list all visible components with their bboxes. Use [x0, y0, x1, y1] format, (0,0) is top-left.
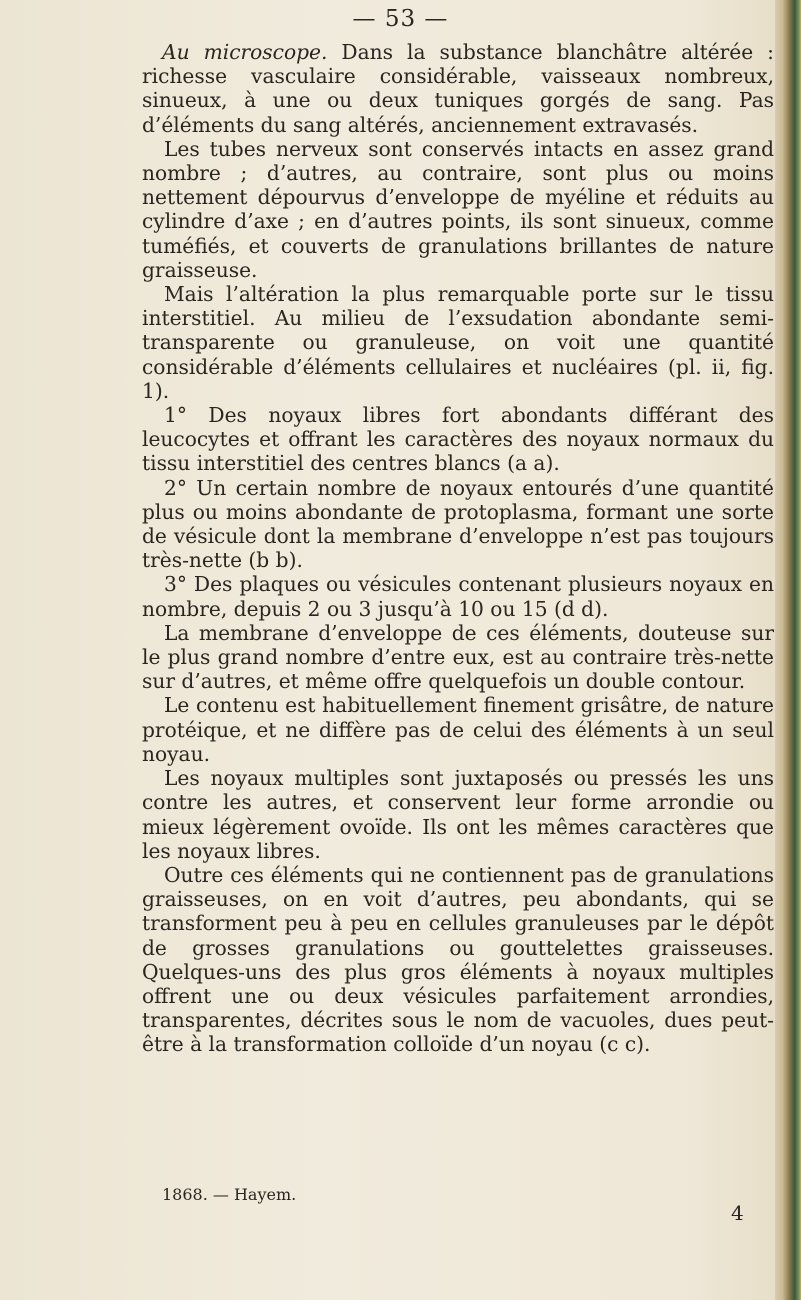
paragraph-3: Mais l’altération la plus remarquable porte sur le tissu interstitiel. Au milieu de l’exsudation abondante semi-transparente ou granuleuse, on voit une quantité considérable d’éléments cellulaires et nucléaires (pl. ii, fig. 1). [142, 282, 774, 403]
paragraph-8: Le contenu est habituellement finement grisâtre, de nature protéique, et ne diffère pas de celui des éléments à un seul noyau. [142, 693, 774, 766]
footer-signature: 1868. — Hayem. [162, 1185, 297, 1204]
book-edge [775, 0, 801, 1300]
paragraph-6: 3° Des plaques ou vésicules contenant plusieurs noyaux en nombre, depuis 2 ou 3 jusqu’à 10 ou 15 (d d). [142, 572, 774, 621]
paragraph-7: La membrane d’enveloppe de ces éléments, douteuse sur le plus grand nombre d’entre eux, est au contraire très-nette sur d’autres, et même offre quelquefois un double contour. [142, 620, 774, 694]
paragraph-1 [142, 40, 774, 137]
paragraph-2: Les tubes nerveux sont conservés intacts en assez grand nombre ; d’autres, au contraire, sont plus ou moins nettement dépourvus d’enveloppe de myéline et réduits au cylindre d’axe ; en d’autres points, ils sont sinueux, comme tuméfiés, et couverts de granulations brillantes de nature graisseuse. [142, 136, 774, 282]
paragraph-5: 2° Un certain nombre de noyaux entourés d’une quantité plus ou moins abondante de protoplasma, formant une sorte de vésicule dont la membrane d’enveloppe n’est pas toujours très-nette (b b). [142, 475, 774, 573]
page-number: — 53 — [352, 6, 449, 32]
footer-sheet-number: 4 [731, 1201, 744, 1225]
paragraph-4: 1° Des noyaux libres fort abondants différant des leucocytes et offrant les caractères des noyaux normaux du tissu interstitiel des centres blancs (a a). [142, 403, 774, 476]
paragraph-lead: Au microscope. [162, 40, 328, 64]
paragraph-10: Outre ces éléments qui ne contiennent pas de granulations graisseuses, on en voit d’autres, peu abondants, qui se transforment peu à peu en cellules granuleuses par le dépôt de grosses granulations ou gouttelettes graisseuses. Quelques-uns des plus gros éléments à noyaux multiples offrent une ou deux vésicules parfaitement arrondies, transparentes, décrites sous le nom de vacuoles, dues peut-être à la transformation colloïde d’un noyau (c c). [142, 862, 774, 1057]
paragraph-9: Les noyaux multiples sont juxtaposés ou pressés les uns contre les autres, et conservent leur forme arrondie ou mieux légèrement ovoïde. Ils ont les mêmes caractères que les noyaux libres. [142, 766, 774, 863]
paragraph-text: Dans la substance blanchâtre altérée : richesse vasculaire considérable, vaisseaux nombreux, sinueux, à une ou deux tuniques gorgés de sang. Pas d’éléments du sang altérés, anciennement extravasés. [142, 40, 774, 137]
body-text [142, 40, 774, 1057]
